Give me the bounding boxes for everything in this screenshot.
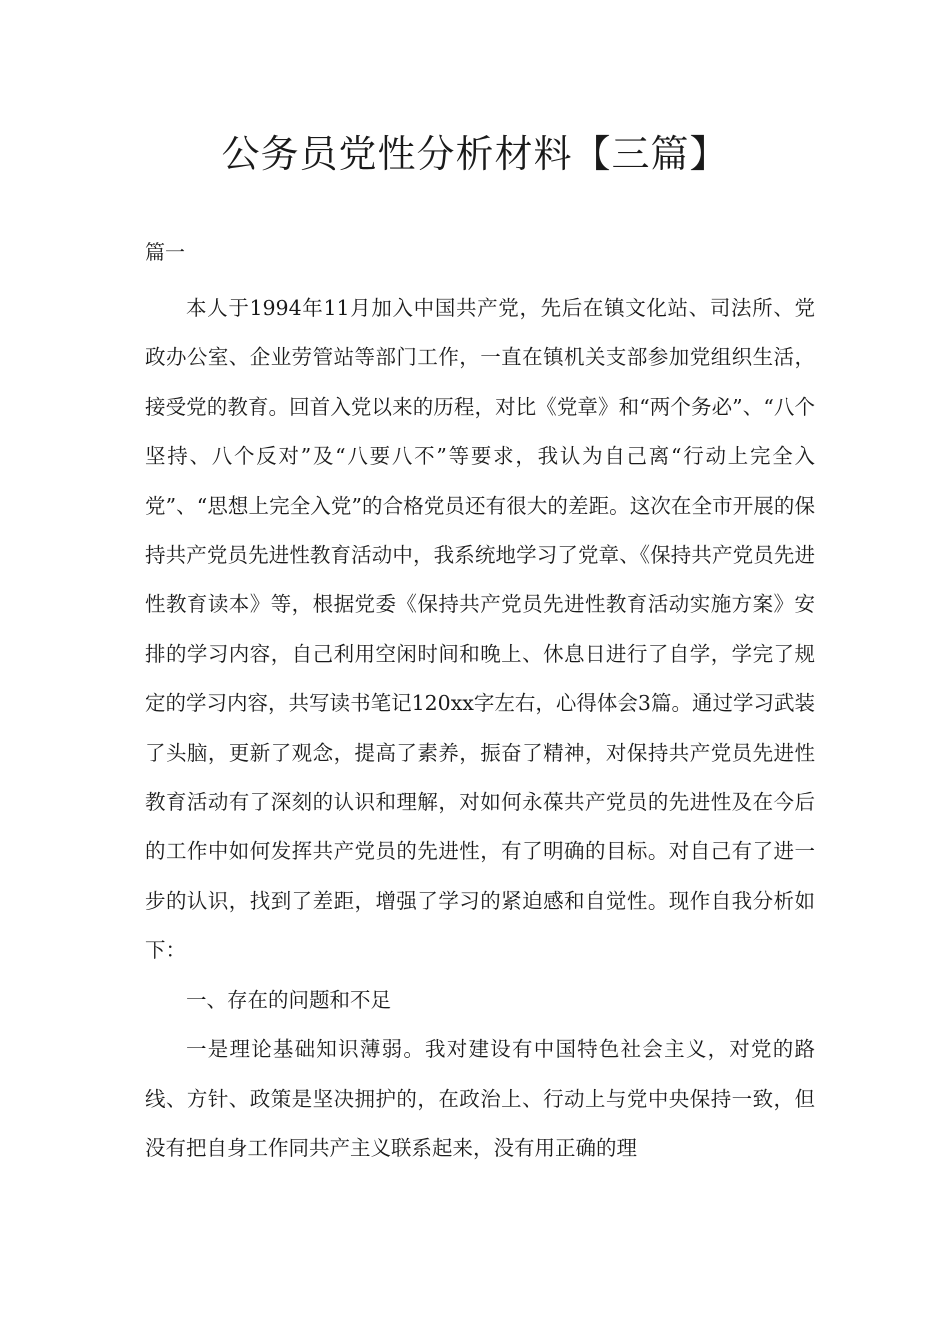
document-title: 公务员党性分析材料【三篇】 (221, 132, 729, 176)
paragraph-theory: 一是理论基础知识薄弱。我对建设有中国特色社会主义，对党的路线、方针、政策是坚决拥护的，在政治上、行动上与党中央保持一致，但没有把自身工作同共产主义联系起来，没有用正确的理 (145, 1037, 815, 1160)
paragraph-heading-problems: 一、存在的问题和不足 (186, 987, 391, 1012)
document-body (145, 284, 815, 1173)
paragraph-intro: 本人于1994年11月加入中国共产党，先后在镇文化站、司法所、党政办公室、企业劳管站等部门工作，一直在镇机关支部参加党组织生活，接受党的教育。回首入党以来的历程，对比《党章》和“两个务必”、“八个坚持、八个反对”及“八要八不”等要求，我认为自己离“行动上完全入党”、“思想上完全入党”的合格党员还有很大的差距。这次在全市开展的保持共产党员先进性教育活动中，我系统地学习了党章、《保持共产党员先进性教育读本》等，根据党委《保持共产党员先进性教育活动实施方案》安排的学习内容，自己利用空闲时间和晚上、休息日进行了自学，学完了规定的学习内容，共写读书笔记120xx字左右，心得体会3篇。通过学习武装了头脑，更新了观念，提高了素养，振奋了精神，对保持共产党员先进性教育活动有了深刻的认识和理解，对如何永葆共产党员的先进性及在今后的工作中如何发挥共产党员的先进性，有了明确的目标。对自己有了进一步的认识，找到了差距，增强了学习的紧迫感和自觉性。现作自我分析如下： (145, 296, 815, 963)
section-label: 篇一 (145, 240, 185, 264)
